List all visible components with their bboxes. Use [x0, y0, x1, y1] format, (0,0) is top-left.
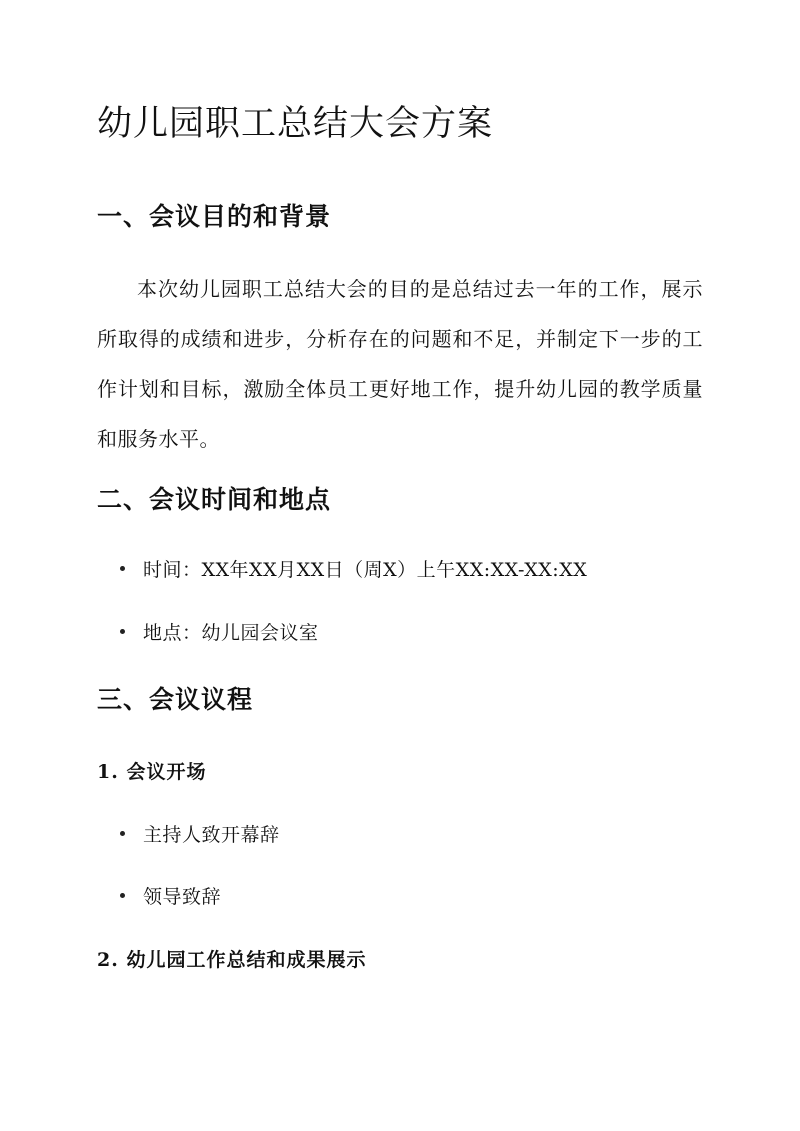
section-heading-agenda: 三、会议议程: [97, 685, 254, 714]
subsection-heading-summary: 2. 幼儿园工作总结和成果展示: [97, 949, 367, 971]
list-item: [120, 618, 319, 645]
bullet-icon: [120, 629, 125, 634]
section-paragraph-purpose: 本次幼儿园职工总结大会的目的是总结过去一年的工作，展示所取得的成绩和进步，分析存在的问题和不足，并制定下一步的工作计划和目标，激励全体员工更好地工作，提升幼儿园的教学质量和服务水平。: [97, 277, 703, 451]
bullet-icon: [120, 893, 125, 898]
list-item: [120, 820, 280, 847]
bullet-icon: [120, 566, 125, 571]
bullet-icon: [120, 831, 125, 836]
list-item: [120, 555, 587, 582]
list-item-text: 时间：XX年XX月XX日（周X）上午XX:XX-XX:XX: [143, 559, 588, 581]
section-heading-purpose: 一、会议目的和背景: [97, 202, 332, 231]
list-item: [120, 882, 221, 909]
subsection-heading-opening: 1. 会议开场: [97, 761, 207, 783]
document-title: 幼儿园职工总结大会方案: [97, 104, 494, 144]
section-heading-time-place: 二、会议时间和地点: [97, 485, 332, 514]
list-item-text: 领导致辞: [143, 886, 222, 908]
list-item-text: 主持人致开幕辞: [143, 824, 280, 846]
list-item-text: 地点：幼儿园会议室: [143, 622, 319, 644]
